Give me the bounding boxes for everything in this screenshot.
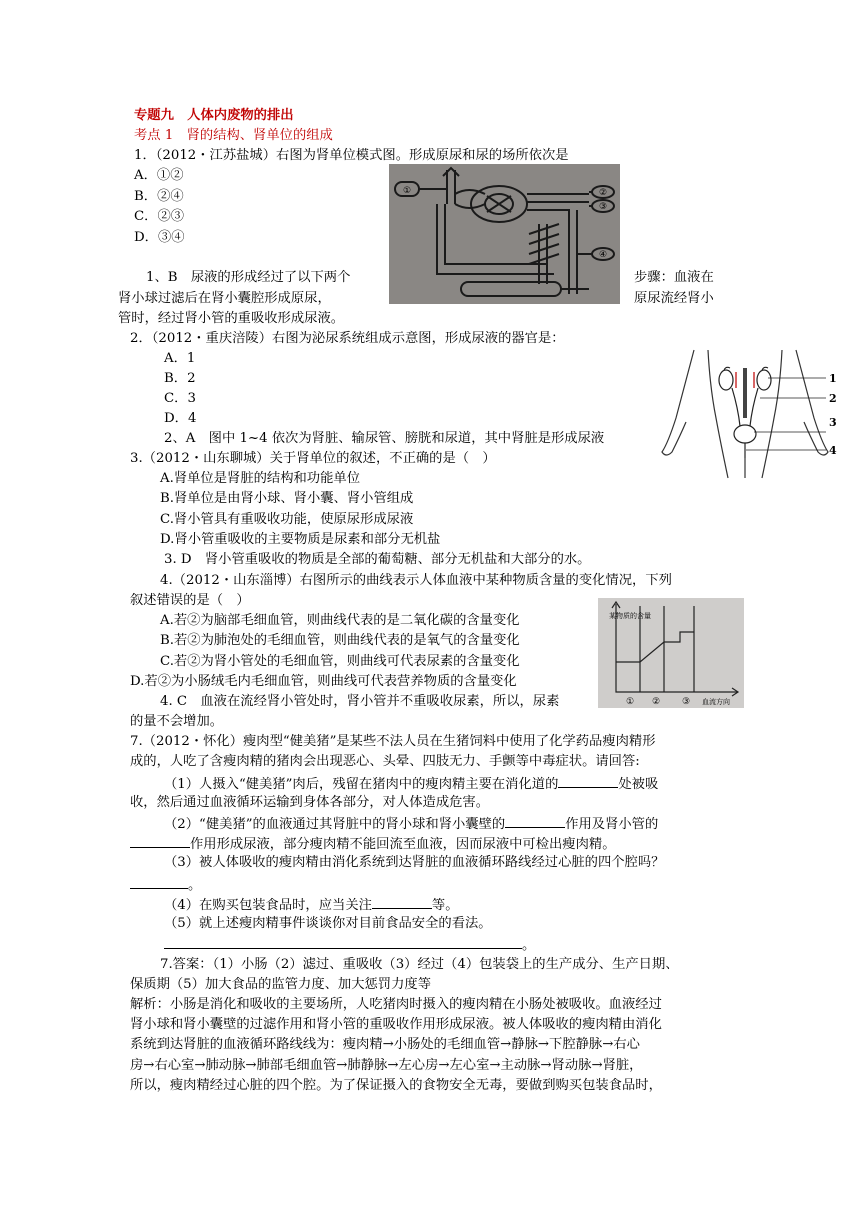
nephron-label-1: ① — [402, 186, 412, 196]
urinary-label-1: 1 — [829, 372, 837, 385]
question-7-stem-line2: 成的，人吃了含瘦肉精的猪肉会出现恶心、头晕、四肢无力、手颤等中毒症状。请回答: — [130, 754, 640, 769]
question-7-part5-blank-line: 。 — [164, 934, 535, 956]
answer-blank-3[interactable] — [130, 833, 190, 848]
question-1-option-c: C．②③ — [134, 209, 185, 224]
question-7-part4: （4）在购买包装食品时，应当关注 等。 — [164, 894, 459, 916]
question-1-option-a: A．①② — [134, 168, 184, 183]
question-2-answer: 2、A 图中 1~4 依次为肾脏、输尿管、膀胱和尿道，其中肾脏是形成尿液 — [164, 431, 605, 446]
question-1-answer-line1-left: 1、B 尿液的形成经过了以下两个 — [146, 270, 351, 285]
question-1-stem: 1．（2012・江苏盐城）右图为肾单位模式图。形成原尿和尿的场所依次是 — [134, 148, 569, 163]
question-7-part3-blank-line: 。 — [130, 874, 201, 896]
question-7-explanation-line4: 房→右心室→肺动脉→肺部毛细血管→肺静脉→左心房→左心室→主动脉→肾动脉→肾脏， — [130, 1058, 643, 1073]
question-7-part5: （5）就上述瘦肉精事件谈谈你对目前食品安全的看法。 — [164, 916, 492, 931]
chart-xlabel: 血流方向 — [702, 698, 730, 706]
question-4-option-a: A.若②为脑部毛细血管，则曲线代表的是二氧化碳的含量变化 — [160, 613, 520, 628]
question-7-answer-line2: 保质期（5）加大食品的监管力度、加大惩罚力度等 — [130, 977, 431, 992]
question-7-explanation-line5: 所以，瘦肉精经过心脏的四个腔。为了保证摄入的食物安全无毒，要做到购买包装食品时， — [130, 1078, 662, 1093]
question-7-answer-line1: 7.答案：（1）小肠（2）滤过、重吸收（3）经过（4）包装袋上的生产成分、生产日期、 — [160, 957, 679, 972]
nephron-label-3: ③ — [598, 202, 608, 212]
section-heading: 考点 1 肾的结构、肾单位的组成 — [134, 128, 333, 143]
question-1-answer-line3: 管时，经过肾小管的重吸收形成尿液。 — [118, 311, 345, 326]
question-2-option-a: A．1 — [164, 351, 196, 366]
question-7-stem-line1: 7.（2012・怀化）瘦肉型“健美猪”是某些不法人员在生猪饲料中使用了化学药品瘦肉精形 — [130, 734, 656, 749]
nephron-label-4: ④ — [598, 250, 608, 260]
question-7-part1-line2: 收，然后通过血液循环运输到身体各部分，对人体造成危害。 — [130, 795, 490, 810]
question-4-option-b: B.若②为肺泡处的毛细血管，则曲线代表的是氧气的含量变化 — [160, 633, 520, 648]
chart-mark-1: ① — [626, 697, 635, 707]
question-2-option-d: D．4 — [164, 411, 197, 426]
question-7-part1-line1: （1）人摄入“健美猪”肉后，残留在猪肉中的瘦肉精主要在消化道的 处被吸 — [164, 773, 658, 795]
question-4-option-d: D.若②为小肠绒毛内毛细血管，则曲线可代表营养物质的含量变化 — [130, 674, 517, 689]
answer-blank-1[interactable] — [558, 773, 618, 788]
nephron-figure — [389, 164, 620, 304]
question-2-option-b: B．2 — [164, 371, 196, 386]
urinary-label-3: 3 — [829, 416, 837, 429]
page-title: 专题九 人体内废物的排出 — [134, 108, 294, 123]
question-4-stem-line2: 叙述错误的是（ ） — [130, 593, 250, 608]
question-7-explanation-line3: 系统到达肾脏的血液循环路线线为：瘦肉精→小肠处的毛细血管→静脉→下腔静脉→右心 — [130, 1037, 640, 1052]
question-7-part2-line2: 作用形成尿液，部分瘦肉精不能回流至血液，因而尿液中可检出瘦肉精。 — [130, 833, 616, 855]
question-4-answer-line1: 4. C 血液在流经肾小管处时，肾小管并不重吸收尿素，所以，尿素 — [160, 694, 560, 709]
question-1-option-b: B．②④ — [134, 189, 184, 204]
nephron-label-2: ② — [598, 188, 608, 198]
chart-ylabel: 某物质的含量 — [609, 612, 651, 620]
chart-mark-3: ③ — [682, 697, 691, 707]
question-4-answer-line2: 的量不会增加。 — [130, 714, 224, 729]
answer-blank-6[interactable] — [164, 934, 522, 949]
question-1-answer-line1-right: 步骤：血液在 — [634, 270, 714, 285]
answer-blank-2[interactable] — [505, 813, 565, 828]
chart-mark-2: ② — [652, 697, 661, 707]
question-1-answer-line2-left: 肾小球过滤后在肾小囊腔形成原尿， — [118, 291, 331, 306]
question-3-option-a: A.肾单位是肾脏的结构和功能单位 — [160, 471, 360, 486]
question-1-option-d: D．③④ — [134, 230, 185, 245]
answer-blank-5[interactable] — [372, 894, 432, 909]
question-2-option-c: C．3 — [164, 391, 196, 406]
question-7-explanation-line1: 解析：小肠是消化和吸收的主要场所，人吃猪肉时摄入的瘦肉精在小肠处被吸收。血液经过 — [130, 997, 662, 1012]
question-3-stem: 3.（2012・山东聊城）关于肾单位的叙述，不正确的是（ ） — [130, 451, 496, 466]
urinary-label-4: 4 — [829, 444, 837, 457]
question-3-option-b: B.肾单位是由肾小球、肾小囊、肾小管组成 — [160, 491, 414, 506]
question-3-option-c: C.肾小管具有重吸收功能，使原尿形成尿液 — [160, 512, 414, 527]
answer-blank-4[interactable] — [130, 874, 188, 889]
question-4-stem-line1: 4.（2012・山东淄博）右图所示的曲线表示人体血液中某种物质含量的变化情况，下列 — [160, 573, 672, 588]
question-4-option-c: C.若②为肾小管处的毛细血管，则曲线可代表尿素的含量变化 — [160, 654, 520, 669]
question-7-explanation-line2: 肾小球和肾小囊壁的过滤作用和肾小管的重吸收作用形成尿液。被人体吸收的瘦肉精由消化 — [130, 1017, 662, 1032]
urinary-label-2: 2 — [829, 392, 837, 405]
question-7-part3: （3）被人体吸收的瘦肉精由消化系统到达肾脏的血液循环路线经过心脏的四个腔吗？ — [164, 855, 665, 870]
question-3-answer: 3. D 肾小管重吸收的物质是全部的葡萄糖、部分无机盐和大部分的水。 — [164, 552, 591, 567]
question-2-stem: 2．（2012・重庆涪陵）右图为泌尿系统组成示意图，形成尿液的器官是： — [130, 331, 565, 346]
question-1-answer-line2-right: 原尿流经肾小 — [634, 291, 714, 306]
urinary-system-figure — [656, 348, 856, 480]
question-7-part2-line1: （2）“健美猪”的血液通过其肾脏中的肾小球和肾小囊壁的 作用及肾小管的 — [164, 813, 658, 835]
substance-curve-figure — [598, 598, 744, 708]
question-3-option-d: D.肾小管重吸收的主要物质是尿素和部分无机盐 — [160, 532, 441, 547]
